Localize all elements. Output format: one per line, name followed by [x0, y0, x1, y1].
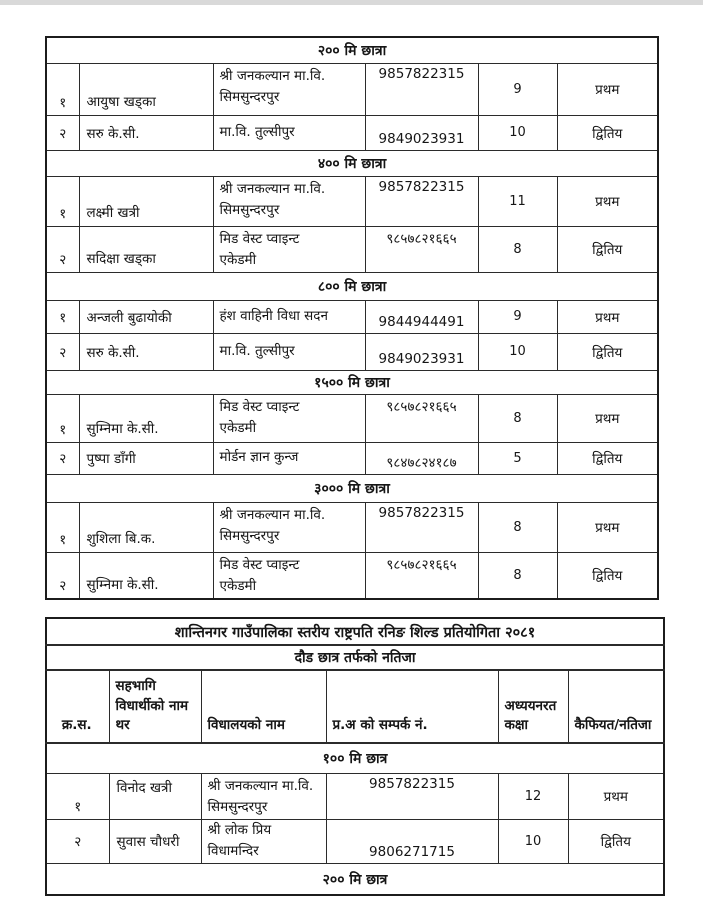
- result-row: [46, 442, 658, 474]
- result-row: [46, 394, 658, 442]
- student-name-cell: शुशिला बि.क.: [79, 502, 213, 552]
- section-header-row: [46, 150, 658, 176]
- school-line-1: श्री जनकल्यान मा.वि.: [207, 777, 314, 794]
- school-name-cell: [213, 442, 365, 474]
- section-title: २०० मि छात्रा: [46, 37, 658, 63]
- column-header-phone: प्र.अ को सम्पर्क नं.: [326, 670, 498, 743]
- school-name-cell: [213, 502, 365, 552]
- table-subtitle-row: [46, 645, 664, 670]
- grade-cell: 5: [478, 442, 557, 474]
- result-row: [46, 226, 658, 272]
- phone-cell: ९८५७८२१६६५: [365, 394, 478, 442]
- phone-cell: 9857822315: [365, 502, 478, 552]
- result-row: [46, 819, 664, 863]
- section-title: ३००० मि छात्रा: [46, 474, 658, 502]
- school-name-cell: [213, 63, 365, 115]
- grade-cell: 8: [478, 552, 557, 599]
- phone-cell: ९८५७८२१६६५: [365, 226, 478, 272]
- phone-cell: 9857822315: [326, 773, 498, 819]
- result-row: [46, 115, 658, 150]
- phone-cell: 9849023931: [365, 115, 478, 150]
- school-name-cell: [213, 176, 365, 226]
- table-title-row: [46, 618, 664, 645]
- student-name-cell: सरु के.सी.: [79, 333, 213, 370]
- column-header-row: [46, 670, 664, 743]
- phone-cell: 9849023931: [365, 333, 478, 370]
- student-name-cell: सरु के.सी.: [79, 115, 213, 150]
- school-line-1: श्री लोक प्रिय विधामन्दिर: [207, 821, 272, 860]
- result-row: [46, 552, 658, 599]
- grade-cell: 8: [478, 394, 557, 442]
- student-name-cell: सुम्निमा के.सी.: [79, 394, 213, 442]
- column-header-student-name: सहभागि विधार्थीको नाम थर: [109, 670, 201, 743]
- section-header-row: [46, 474, 658, 502]
- result-cell: द्वितिय: [557, 552, 658, 599]
- grade-cell: 9: [478, 300, 557, 333]
- grade-cell: 9: [478, 63, 557, 115]
- school-line-2: एकेडमी: [219, 420, 257, 437]
- section-title: २०० मि छात्र: [46, 863, 664, 895]
- phone-cell: 9806271715: [326, 819, 498, 863]
- school-line-1: मा.वि. तुल्सीपुर: [219, 123, 295, 140]
- school-line-2: सिमसुन्दरपुर: [219, 202, 280, 219]
- school-name-cell: [213, 226, 365, 272]
- student-name-cell: आयुषा खड्का: [79, 63, 213, 115]
- school-name-cell: [201, 819, 326, 863]
- school-line-2: सिमसुन्दरपुर: [219, 89, 280, 106]
- result-cell: प्रथम: [557, 63, 658, 115]
- serial-cell: १: [46, 773, 109, 819]
- serial-cell: १: [46, 394, 79, 442]
- student-name-cell: लक्ष्मी खत्री: [79, 176, 213, 226]
- school-line-2: एकेडमी: [219, 578, 257, 595]
- school-name-cell: [213, 115, 365, 150]
- result-cell: द्वितिय: [557, 333, 658, 370]
- result-cell: द्वितिय: [557, 115, 658, 150]
- school-line-1: मिड वेस्ट प्वाइन्ट: [219, 398, 300, 415]
- grade-cell: 10: [498, 819, 568, 863]
- school-line-1: मिड वेस्ट प्वाइन्ट: [219, 230, 300, 247]
- student-name-cell: सुम्निमा के.सी.: [79, 552, 213, 599]
- serial-cell: १: [46, 63, 79, 115]
- grade-cell: 11: [478, 176, 557, 226]
- result-row: [46, 63, 658, 115]
- column-header-result: कैफियत/नतिजा: [568, 670, 664, 743]
- result-cell: द्वितिय: [557, 226, 658, 272]
- serial-cell: २: [46, 819, 109, 863]
- result-cell: प्रथम: [557, 502, 658, 552]
- grade-cell: 12: [498, 773, 568, 819]
- serial-cell: २: [46, 442, 79, 474]
- school-line-1: मोर्डन ज्ञान कुन्ज: [219, 449, 299, 466]
- school-name-cell: [213, 394, 365, 442]
- section-title: १०० मि छात्र: [46, 743, 664, 773]
- school-name-cell: [213, 333, 365, 370]
- result-cell: द्वितिय: [568, 819, 664, 863]
- serial-cell: १: [46, 176, 79, 226]
- column-header-grade: अध्ययनरत कक्षा: [498, 670, 568, 743]
- school-line-1: मिड वेस्ट प्वाइन्ट: [219, 556, 300, 573]
- serial-cell: २: [46, 115, 79, 150]
- result-row: [46, 773, 664, 819]
- result-row: [46, 176, 658, 226]
- scan-edge: [0, 0, 703, 5]
- grade-cell: 8: [478, 502, 557, 552]
- phone-cell: 9844944491: [365, 300, 478, 333]
- table-title: शान्तिनगर गाउँपालिका स्तरीय राष्ट्रपति रनिङ शिल्ड प्रतियोगिता २०८१: [46, 618, 664, 645]
- section-header-row: [46, 272, 658, 300]
- school-line-2: सिमसुन्दरपुर: [207, 799, 268, 816]
- result-row: [46, 502, 658, 552]
- grade-cell: 10: [478, 333, 557, 370]
- student-name-cell: सदिक्षा खड्का: [79, 226, 213, 272]
- school-line-2: सिमसुन्दरपुर: [219, 528, 280, 545]
- school-line-1: मा.वि. तुल्सीपुर: [219, 342, 295, 359]
- serial-cell: २: [46, 226, 79, 272]
- section-title: १५०० मि छात्रा: [46, 370, 658, 394]
- result-cell: प्रथम: [557, 394, 658, 442]
- serial-cell: १: [46, 502, 79, 552]
- student-name-cell: अन्जली बुढायोकी: [79, 300, 213, 333]
- school-name-cell: [213, 300, 365, 333]
- school-line-2: एकेडमी: [219, 252, 257, 269]
- result-cell: प्रथम: [557, 300, 658, 333]
- phone-cell: ९८५७८२१६६५: [365, 552, 478, 599]
- result-cell: प्रथम: [557, 176, 658, 226]
- section-header-row: [46, 743, 664, 773]
- phone-cell: ९८४७८२४१८७: [365, 442, 478, 474]
- serial-cell: २: [46, 552, 79, 599]
- result-cell: प्रथम: [568, 773, 664, 819]
- school-name-cell: [213, 552, 365, 599]
- section-header-row: [46, 863, 664, 895]
- student-name-cell: विनोद खत्री: [109, 773, 201, 819]
- student-name-cell: पुष्पा डाँगी: [79, 442, 213, 474]
- phone-cell: 9857822315: [365, 176, 478, 226]
- serial-cell: १: [46, 300, 79, 333]
- school-line-1: श्री जनकल्यान मा.वि.: [219, 180, 326, 197]
- section-header-row: [46, 37, 658, 63]
- girls-results-table: [45, 36, 659, 600]
- column-header-serial: क्र.स.: [46, 670, 109, 743]
- grade-cell: 10: [478, 115, 557, 150]
- school-line-1: हंश वाहिनी विधा सदन: [219, 307, 328, 324]
- grade-cell: 8: [478, 226, 557, 272]
- table-subtitle: दौड छात्र तर्फको नतिजा: [46, 645, 664, 670]
- section-header-row: [46, 370, 658, 394]
- result-row: [46, 300, 658, 333]
- school-line-1: श्री जनकल्यान मा.वि.: [219, 506, 326, 523]
- school-line-1: श्री जनकल्यान मा.वि.: [219, 67, 326, 84]
- result-cell: द्वितिय: [557, 442, 658, 474]
- boys-results-table: [45, 617, 665, 896]
- column-header-school-name: विधालयको नाम: [201, 670, 326, 743]
- student-name-cell: सुवास चौधरी: [109, 819, 201, 863]
- result-row: [46, 333, 658, 370]
- serial-cell: २: [46, 333, 79, 370]
- section-title: ४०० मि छात्रा: [46, 150, 658, 176]
- section-title: ८०० मि छात्रा: [46, 272, 658, 300]
- phone-cell: 9857822315: [365, 63, 478, 115]
- school-name-cell: [201, 773, 326, 819]
